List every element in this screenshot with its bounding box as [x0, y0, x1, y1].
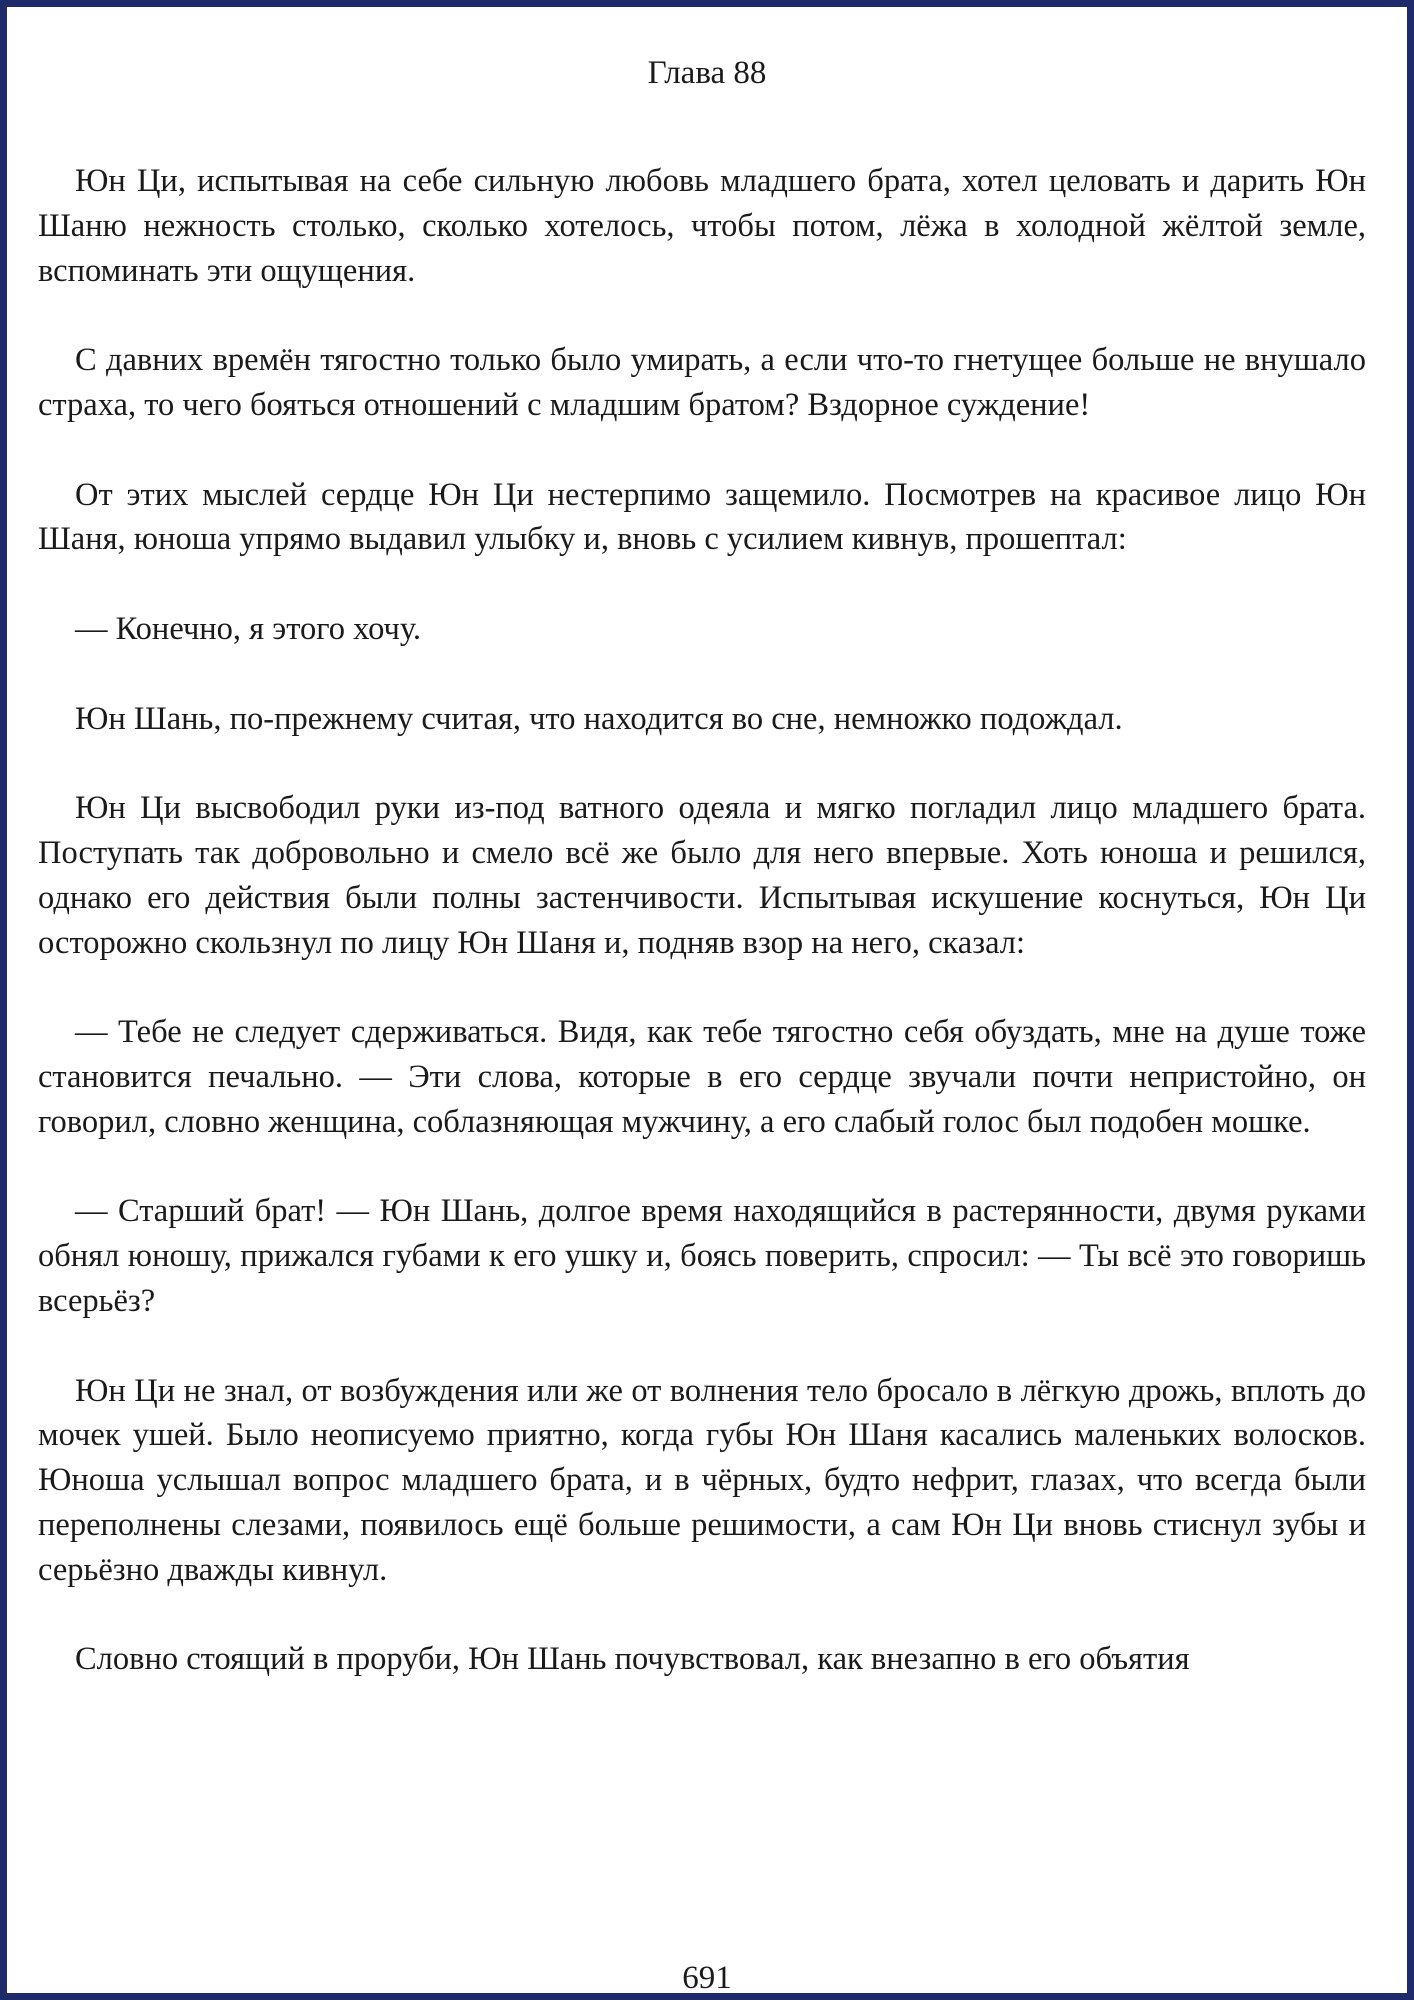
- paragraph: Юн Ци высвободил руки из-под ватного одеяла и мягко погладил лицо младшего брата. Поступать так добровольно и смело всё же было для него впервые. Хоть юноша и решился, однако его действия были полны застенчивости. Испытывая искушение коснуться, Юн Ци осторожно скользнул по лицу Юн Шаня и, подняв взор на него, сказал:: [38, 790, 1366, 961]
- paragraph: Юн Ци не знал, от возбуждения или же от волнения тело бросало в лёгкую дрожь, вплоть до мочек ушей. Было неописуемо приятно, когда губы Юн Шаня касались маленьких волосков. Юноша услышал вопрос младшего брата, и в чёрных, будто нефрит, глазах, что всегда были переполнены слезами, появилось ещё больше решимости, а сам Юн Ци вновь стиснул зубы и серьёзно дважды кивнул.: [38, 1372, 1366, 1588]
- paragraph: С давних времён тягостно только было умирать, а если что-то гнетущее больше не внушало страха, то чего бояться отношений с младшим братом? Вздорное суждение!: [38, 342, 1366, 423]
- paragraph: — Тебе не следует сдерживаться. Видя, как тебе тягостно себя обуздать, мне на душе тоже становится печально. — Эти слова, которые в его сердце звучали почти непристойно, он говорил, словно женщина, соблазняющая мужчину, а его слабый голос был подобен мошке.: [38, 1014, 1366, 1140]
- paragraph: Юн Шань, по-прежнему считая, что находится во сне, немножко подождал.: [75, 700, 1123, 737]
- chapter-body: [38, 159, 1366, 1682]
- paragraph: — Старший брат! — Юн Шань, долгое время находящийся в растерянности, двумя руками обнял юношу, прижался губами к его ушку и, боясь поверить, спросил: — Ты всё это говоришь всерьёз?: [38, 1193, 1366, 1319]
- paragraph: — Конечно, я этого хочу.: [75, 610, 422, 647]
- paragraph: Юн Ци, испытывая на себе сильную любовь младшего брата, хотел целовать и дарить Юн Шаню нежность столько, сколько хотелось, чтобы потом, лёжа в холодной жёлтой земле, вспоминать эти ощущения.: [38, 163, 1366, 289]
- paragraph: От этих мыслей сердце Юн Ци нестерпимо защемило. Посмотрев на красивое лицо Юн Шаня, юноша упрямо выдавил улыбку и, вновь с усилием кивнув, прошептал:: [38, 476, 1366, 558]
- chapter-title: Глава 88: [647, 55, 767, 91]
- paragraph: Словно стоящий в проруби, Юн Шань почувствовал, как внезапно в его объятия: [75, 1641, 1190, 1678]
- page-number: 691: [682, 1960, 732, 1996]
